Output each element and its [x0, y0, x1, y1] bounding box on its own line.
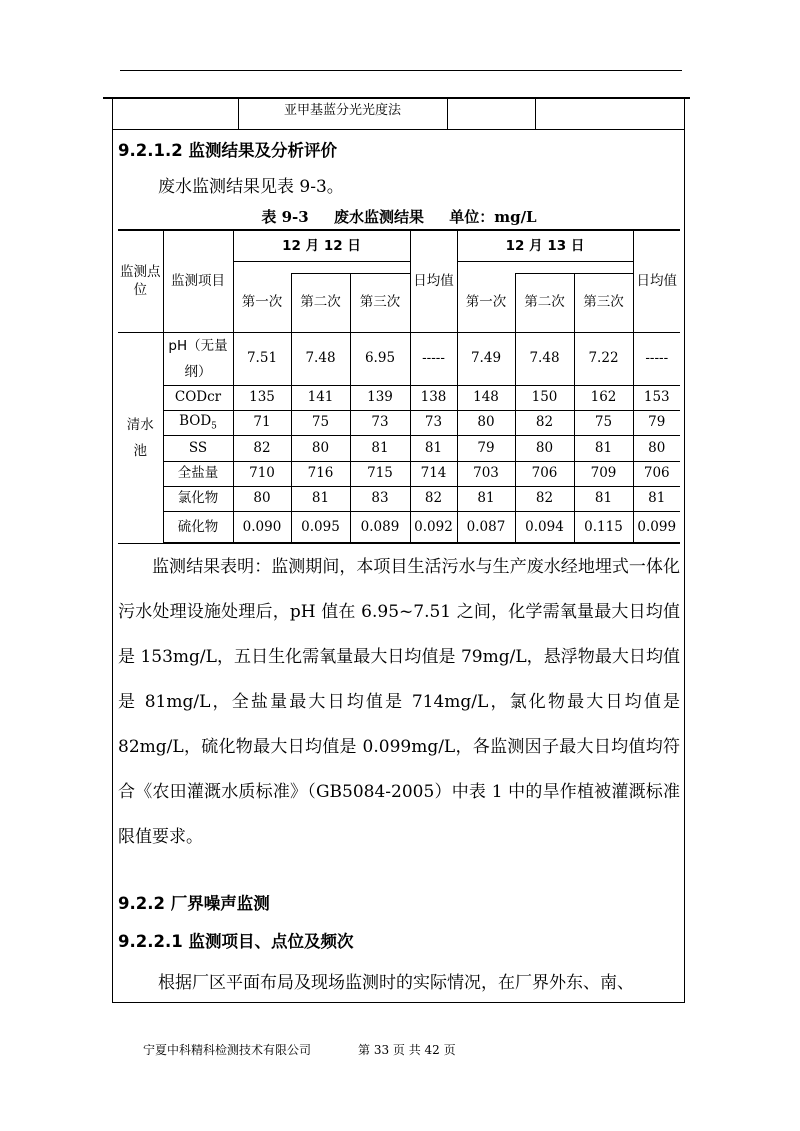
header-run-3: 第三次 [574, 273, 633, 332]
value-cell: 81 [457, 486, 515, 511]
value-cell: 82 [233, 435, 291, 461]
value-cell: 0.094 [515, 511, 574, 543]
value-cell: 7.48 [291, 332, 350, 385]
prev-cell-divider [238, 99, 239, 129]
table-row [118, 385, 680, 410]
header-run-2: 第二次 [515, 273, 574, 332]
value-cell: 81 [574, 435, 633, 461]
value-cell: 0.099 [633, 511, 680, 543]
header-run-3: 第三次 [350, 273, 410, 332]
value-cell: 0.089 [350, 511, 410, 543]
value-cell: 7.51 [233, 332, 291, 385]
value-cell: 141 [291, 385, 350, 410]
value-cell: 710 [233, 461, 291, 486]
table-row [118, 461, 680, 486]
header-run-1: 第一次 [233, 273, 291, 332]
value-cell: 715 [350, 461, 410, 486]
table-row [118, 511, 680, 543]
header-date-1: 12 月 12 日 [233, 230, 410, 261]
header-item: 监测项目 [163, 230, 233, 332]
footer-company: 宁夏中科精科检测技术有限公司 [143, 1043, 312, 1057]
value-cell: 82 [410, 486, 457, 511]
value-cell: 81 [574, 486, 633, 511]
value-cell: 148 [457, 385, 515, 410]
header-daily-avg-1: 日均值 [410, 230, 457, 332]
table-row [118, 332, 680, 385]
table-caption-unit: 单位：mg/L [449, 208, 537, 226]
section-heading-9-2-1-2: 9.2.1.2 监测结果及分析评价 [118, 141, 337, 160]
value-cell: 0.115 [574, 511, 633, 543]
value-cell: 82 [515, 486, 574, 511]
header-point: 监测点位 [118, 230, 163, 332]
table-caption-number: 表 9-3 [261, 208, 309, 226]
row-item: SS [163, 435, 233, 461]
row-item: pH（无量纲） [163, 332, 233, 385]
value-cell: 139 [350, 385, 410, 410]
table-row [118, 410, 680, 435]
row-item: 全盐量 [163, 461, 233, 486]
value-cell: 71 [233, 410, 291, 435]
header-run-1: 第一次 [457, 273, 515, 332]
value-cell: 138 [410, 385, 457, 410]
value-cell: 153 [633, 385, 680, 410]
value-cell: ----- [410, 332, 457, 385]
value-cell: 80 [291, 435, 350, 461]
value-cell: 82 [515, 410, 574, 435]
value-cell: 81 [350, 435, 410, 461]
value-cell: 706 [633, 461, 680, 486]
row-item: 氯化物 [163, 486, 233, 511]
value-cell: 716 [291, 461, 350, 486]
row-item: 硫化物 [163, 511, 233, 543]
value-cell: 0.095 [291, 511, 350, 543]
table-intro: 废水监测结果见表 9-3。 [158, 177, 344, 197]
value-cell: 709 [574, 461, 633, 486]
value-cell: 135 [233, 385, 291, 410]
table-row [118, 486, 680, 511]
value-cell: 714 [410, 461, 457, 486]
noise-intro-text: 根据厂区平面布局及现场监测时的实际情况，在厂界外东、南、 [158, 973, 634, 993]
table-caption-title: 废水监测结果 [333, 208, 424, 226]
value-cell: 703 [457, 461, 515, 486]
location-cell: 清水池 [118, 332, 163, 543]
value-cell: 81 [410, 435, 457, 461]
value-cell: 7.49 [457, 332, 515, 385]
value-cell: 81 [291, 486, 350, 511]
row-item: CODcr [163, 385, 233, 410]
value-cell: 0.090 [233, 511, 291, 543]
header-date-2: 12 月 13 日 [457, 230, 633, 261]
section-heading-9-2-2: 9.2.2 厂界噪声监测 [118, 894, 270, 913]
value-cell: 7.22 [574, 332, 633, 385]
header-daily-avg-2: 日均值 [633, 230, 680, 332]
value-cell: 7.48 [515, 332, 574, 385]
footer-page-number: 第 33 页 共 42 页 [358, 1043, 456, 1057]
value-cell: 6.95 [350, 332, 410, 385]
value-cell: 150 [515, 385, 574, 410]
value-cell: 80 [233, 486, 291, 511]
wastewater-results-table [118, 229, 680, 544]
prev-cell-divider [447, 99, 448, 129]
prev-table-method: 亚甲基蓝分光光度法 [283, 103, 401, 118]
value-cell: 79 [457, 435, 515, 461]
value-cell: 73 [350, 410, 410, 435]
header-run-2: 第二次 [291, 273, 350, 332]
conclusion-paragraph: 监测结果表明：监测期间，本项目生活污水与生产废水经地埋式一体化污水处理设施处理后，pH 值在 6.95~7.51 之间，化学需氧量最大日均值是 153mg/L，五日生化需氧量最大日均值是 79mg/L，悬浮物最大日均值是 81mg/L，全盐量最大日均值是 714mg/L，氯化物最大日均值是 82mg/L，硫化物最大日均值是 0.099mg/L，各监测因子最大日均值均符合《农田灌溉水质标准》（GB5084-2005）中表 1 中的旱作植被灌溉标准限值要求。 [118, 557, 680, 847]
section-heading-9-2-2-1: 9.2.2.1 监测项目、点位及频次 [118, 932, 354, 951]
value-cell: 79 [633, 410, 680, 435]
row-item-bod5: $BOD_5$ [163, 410, 233, 435]
value-cell: 80 [457, 410, 515, 435]
value-cell: 81 [633, 486, 680, 511]
value-cell: 83 [350, 486, 410, 511]
table-row [118, 435, 680, 461]
value-cell: 80 [633, 435, 680, 461]
value-cell: 0.087 [457, 511, 515, 543]
value-cell: 73 [410, 410, 457, 435]
value-cell: 75 [574, 410, 633, 435]
value-cell: 162 [574, 385, 633, 410]
value-cell: 0.092 [410, 511, 457, 543]
header-rule [120, 70, 682, 71]
table-caption [118, 206, 680, 227]
value-cell: ----- [633, 332, 680, 385]
value-cell: 75 [291, 410, 350, 435]
value-cell: 80 [515, 435, 574, 461]
prev-cell-divider [535, 99, 536, 129]
value-cell: 706 [515, 461, 574, 486]
